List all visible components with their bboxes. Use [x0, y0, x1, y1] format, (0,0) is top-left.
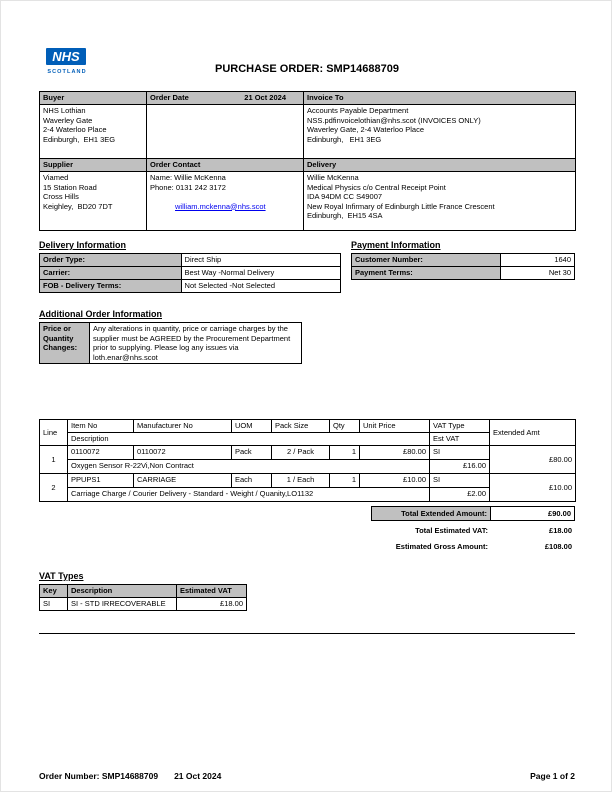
- vat-types-table: [39, 584, 247, 611]
- order-type-label: Order Type:: [40, 254, 182, 267]
- payment-information-heading: Payment Information: [351, 240, 441, 250]
- buyer-header: Buyer: [40, 92, 147, 105]
- total-extended-amount-row: [39, 506, 575, 521]
- item-manufacturer-no: CARRIAGE: [134, 474, 232, 488]
- order-date-label: Order Date: [150, 93, 189, 102]
- price-quantity-changes-text: Any alterations in quantity, price or carriage charges by the supplier must be AGREED by the Procurement Department prior to supplying. Please log any issues via loth.enar@nhs.scot: [90, 323, 302, 364]
- item-qty: 1: [330, 446, 360, 460]
- address-line: Keighley, BD20 7DT: [43, 201, 113, 211]
- item-uom: Pack: [232, 446, 272, 460]
- address-line: Edinburgh, EH1 3EG: [43, 134, 116, 144]
- item-line-number: 1: [40, 446, 68, 474]
- order-date-wrap: [150, 93, 300, 102]
- address-line: NHS Lothian: [43, 106, 86, 115]
- col-header-uom: UOM: [232, 420, 272, 433]
- address-line: Waverley Gate, 2-4 Waterloo Place: [307, 125, 424, 134]
- order-date-empty-cell: [147, 105, 304, 159]
- vat-col-estimated-vat: Estimated VAT: [177, 585, 247, 598]
- item-line-number: 2: [40, 474, 68, 502]
- total-extended-amount-label: Total Extended Amount:: [371, 506, 491, 521]
- item-vat-type: SI: [430, 474, 490, 488]
- item-uom: Each: [232, 474, 272, 488]
- page-footer: [39, 771, 575, 781]
- nhs-logo-text: NHS: [52, 49, 80, 64]
- order-contact-name: Name: Willie McKenna: [150, 173, 226, 182]
- order-contact-phone: Phone: 0131 242 3172: [150, 182, 226, 192]
- address-line: Medical Physics c/o Central Receipt Point: [307, 182, 446, 192]
- estimated-gross-amount-label: Estimated Gross Amount:: [395, 542, 488, 551]
- buyer-address: [40, 105, 147, 159]
- payment-information-table: [351, 253, 575, 280]
- order-type-value: Direct Ship: [181, 254, 340, 267]
- items-table: [39, 419, 576, 502]
- parties-table: [39, 91, 576, 231]
- col-header-qty: Qty: [330, 420, 360, 433]
- order-contact-email-row: [150, 192, 300, 221]
- info-columns: [39, 240, 575, 293]
- invoice-to-address: [304, 105, 576, 159]
- address-line: Willie McKenna: [307, 173, 359, 182]
- estimated-gross-amount-value: £108.00: [544, 542, 572, 551]
- vat-type-row: [40, 598, 247, 611]
- item-vat-type: SI: [430, 446, 490, 460]
- item-unit-price: £80.00: [360, 446, 430, 460]
- address-line: NSS.pdfinvoicelothian@nhs.scot (INVOICES ONLY): [307, 115, 481, 125]
- order-date-header: [147, 92, 304, 105]
- address-line: Cross Hills: [43, 192, 79, 201]
- item-unit-price: £10.00: [360, 474, 430, 488]
- invoice-to-header: Invoice To: [304, 92, 576, 105]
- item-extended-amt: £80.00: [490, 446, 576, 474]
- additional-order-information-table: [39, 322, 302, 364]
- customer-number-value: 1640: [501, 254, 575, 267]
- fob-delivery-terms-label: FOB - Delivery Terms:: [40, 280, 182, 293]
- item-description: Oxygen Sensor R-22Vi,Non Contract: [68, 460, 430, 474]
- item-row: [40, 474, 576, 488]
- col-header-manufacturer-no: Manufacturer No: [134, 420, 232, 433]
- customer-number-label: Customer Number:: [352, 254, 501, 267]
- item-description: Carriage Charge / Courier Delivery - Standard - Weight / Quanity,LO1132: [68, 488, 430, 502]
- item-manufacturer-no: 0110072: [134, 446, 232, 460]
- carrier-value: Best Way -Normal Delivery: [181, 267, 340, 280]
- item-est-vat: £2.00: [430, 488, 490, 502]
- total-extended-amount-value: £90.00: [491, 506, 575, 521]
- item-pack-size: 1 / Each: [272, 474, 330, 488]
- address-line: IDA 94DM CC S49007: [307, 192, 383, 201]
- vat-types-heading: VAT Types: [39, 571, 84, 581]
- delivery-address: [304, 172, 576, 231]
- total-estimated-vat-value: £18.00: [549, 526, 572, 535]
- col-header-unit-price: Unit Price: [360, 420, 430, 433]
- address-line: Waverley Gate: [43, 115, 93, 125]
- order-date-value: 21 Oct 2024: [244, 93, 286, 102]
- payment-terms-label: Payment Terms:: [352, 267, 501, 280]
- order-contact-details: [147, 172, 304, 231]
- item-no: PPUPS1: [68, 474, 134, 488]
- additional-order-information-heading: Additional Order Information: [39, 309, 162, 319]
- vat-key: SI: [40, 598, 68, 611]
- footer-order-number: Order Number: SMP14688709: [39, 771, 159, 781]
- price-quantity-changes-label: Price or Quantity Changes:: [40, 323, 90, 364]
- bottom-divider: [39, 633, 575, 634]
- supplier-address: [40, 172, 147, 231]
- delivery-header: Delivery: [304, 159, 576, 172]
- supplier-header: Supplier: [40, 159, 147, 172]
- address-line: Accounts Payable Department: [307, 106, 409, 115]
- page-title: PURCHASE ORDER: SMP14688709: [214, 63, 399, 75]
- item-est-vat: £16.00: [430, 460, 490, 474]
- payment-terms-value: Net 30: [501, 267, 575, 280]
- vat-estimated-vat: £18.00: [177, 598, 247, 611]
- totals-section: [39, 506, 575, 553]
- delivery-information-heading: Delivery Information: [39, 240, 127, 250]
- order-contact-email-link[interactable]: william.mckenna@nhs.scot: [175, 201, 266, 211]
- carrier-label: Carrier:: [40, 267, 182, 280]
- vat-description: SI - STD IRRECOVERABLE: [68, 598, 177, 611]
- footer-page-number: Page 1 of 2: [530, 771, 575, 781]
- address-line: Viamed: [43, 173, 69, 182]
- order-contact-header: Order Contact: [147, 159, 304, 172]
- address-line: 2-4 Waterloo Place: [43, 125, 107, 134]
- vat-col-key: Key: [40, 585, 68, 598]
- item-no: 0110072: [68, 446, 134, 460]
- total-estimated-vat-label: Total Estimated VAT:: [415, 526, 488, 535]
- nhs-region-label: SCOTLAND: [47, 69, 87, 75]
- item-qty: 1: [330, 474, 360, 488]
- estimated-gross-amount-row: [39, 540, 575, 553]
- address-line: 15 Station Road: [43, 182, 97, 192]
- address-line: Edinburgh, EH1 3EG: [307, 134, 382, 144]
- address-line: New Royal Infirmary of Edinburgh Little France Crescent: [307, 201, 495, 211]
- footer-date: 21 Oct 2024: [174, 771, 222, 781]
- total-estimated-vat-row: [39, 524, 575, 537]
- payment-information-section: [351, 240, 575, 293]
- item-extended-amt: £10.00: [490, 474, 576, 502]
- col-header-vat-type: VAT Type: [430, 420, 490, 433]
- col-header-description: Description: [68, 433, 430, 446]
- col-header-item-no: Item No: [68, 420, 134, 433]
- col-header-est-vat: Est VAT: [430, 433, 490, 446]
- col-header-pack-size: Pack Size: [272, 420, 330, 433]
- delivery-information-section: [39, 240, 341, 293]
- delivery-information-table: [39, 253, 341, 293]
- address-line: Edinburgh, EH15 4SA: [307, 211, 383, 220]
- item-row: [40, 446, 576, 460]
- col-header-extended-amt: Extended Amt: [490, 420, 576, 446]
- document-content: [39, 45, 575, 634]
- col-header-line: Line: [40, 420, 68, 446]
- fob-delivery-terms-value: Not Selected -Not Selected: [181, 280, 340, 293]
- vat-col-description: Description: [68, 585, 177, 598]
- item-pack-size: 2 / Pack: [272, 446, 330, 460]
